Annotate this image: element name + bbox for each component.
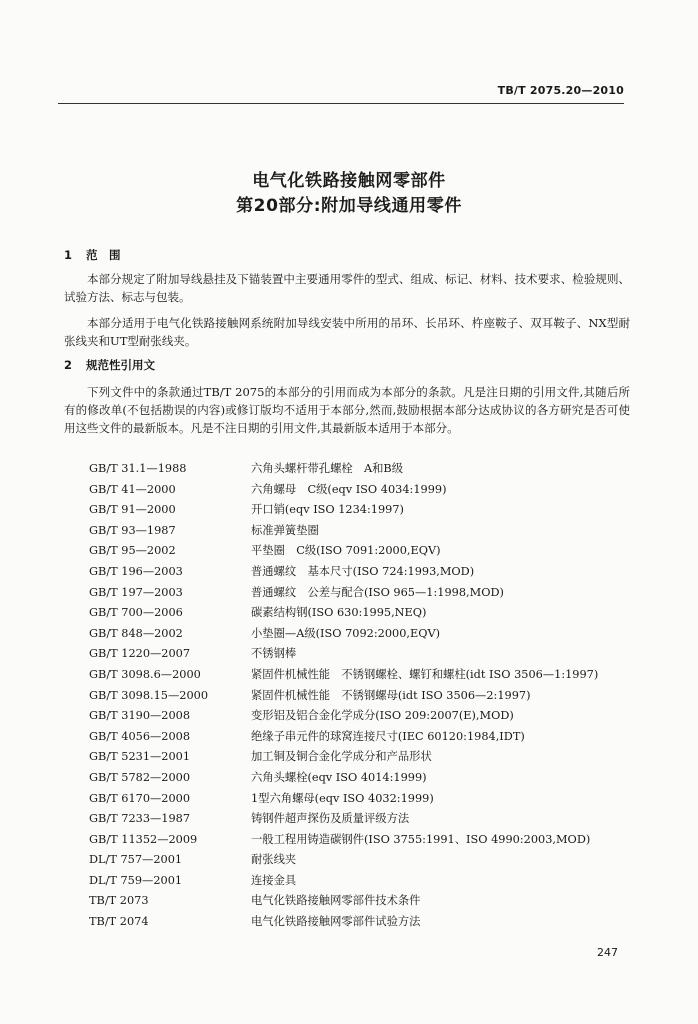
reference-item — [89, 727, 598, 748]
reference-item — [89, 706, 598, 727]
reference-code: GB/T 5231—2001 — [89, 750, 191, 764]
reference-item — [89, 789, 598, 810]
reference-title: 1型六角螺母(eqv ISO 4032:1999) — [251, 791, 434, 805]
reference-code: GB/T 1220—2007 — [89, 647, 191, 661]
reference-code: TB/T 2073 — [89, 894, 149, 908]
reference-title: 绝缘子串元件的球窝连接尺寸(IEC 60120:1984,IDT) — [251, 729, 525, 743]
reference-item — [89, 583, 598, 604]
reference-title: 加工铜及铜合金化学成分和产品形状 — [251, 750, 432, 764]
reference-code: GB/T 3190—2008 — [89, 709, 191, 723]
reference-title: 平垫圈 C级(ISO 7091:2000,EQV) — [251, 544, 441, 558]
reference-title: 六角螺母 C级(eqv ISO 4034:1999) — [251, 482, 447, 496]
reference-code: GB/T 41—2000 — [89, 482, 176, 496]
reference-item — [89, 830, 598, 851]
reference-title: 耐张线夹 — [251, 853, 297, 867]
reference-title: 连接金具 — [251, 873, 297, 887]
reference-code: DL/T 759—2001 — [89, 873, 183, 887]
reference-code: GB/T 848—2002 — [89, 626, 183, 640]
reference-title: 电气化铁路接触网零部件技术条件 — [251, 894, 421, 908]
reference-title: 碳素结构钢(ISO 630:1995,NEQ) — [251, 606, 427, 620]
reference-title: 普通螺纹 基本尺寸(ISO 724:1993,MOD) — [251, 564, 475, 578]
reference-code: TB/T 2074 — [89, 915, 149, 929]
section-1-number: 1 — [64, 248, 73, 262]
reference-code: GB/T 7233—1987 — [89, 812, 191, 826]
reference-code: GB/T 197—2003 — [89, 585, 183, 599]
reference-title: 标准弹簧垫圈 — [251, 523, 319, 537]
reference-title: 紧固件机械性能 不锈钢螺栓、螺钉和螺柱(idt ISO 3506—1:1997) — [251, 667, 599, 681]
reference-item — [89, 747, 598, 768]
reference-list — [89, 459, 598, 933]
reference-item — [89, 624, 598, 645]
reference-item — [89, 603, 598, 624]
document-subtitle: 第20部分:附加导线通用零件 — [236, 196, 462, 216]
reference-title: 小垫圈—A级(ISO 7092:2000,EQV) — [251, 626, 441, 640]
section-2-title: 规范性引用文 — [86, 358, 155, 372]
reference-code: GB/T 11352—2009 — [89, 832, 198, 846]
reference-title: 变形铝及铝合金化学成分(ISO 209:2007(E),MOD) — [251, 709, 514, 723]
reference-code: GB/T 31.1—1988 — [89, 462, 187, 475]
reference-title: 铸钢件超声探伤及质量评级方法 — [251, 812, 410, 826]
reference-code: GB/T 700—2006 — [89, 606, 183, 620]
reference-item — [89, 768, 598, 789]
reference-code: GB/T 6170—2000 — [89, 791, 191, 805]
scope-paragraph-1: 本部分规定了附加导线悬挂及下锚装置中主要通用零件的型式、组成、标记、材料、技术要求、检验规则、试验方法、标志与包装。 — [64, 272, 630, 304]
reference-item — [89, 562, 598, 583]
reference-code: GB/T 4056—2008 — [89, 729, 191, 743]
reference-title: 不锈钢棒 — [251, 647, 297, 661]
reference-item — [89, 644, 598, 665]
reference-title: 普通螺纹 公差与配合(ISO 965—1:1998,MOD) — [251, 585, 504, 599]
reference-code: GB/T 91—2000 — [89, 503, 176, 517]
header-rule — [58, 103, 624, 104]
reference-title: 紧固件机械性能 不锈钢螺母(idt ISO 3506—2:1997) — [251, 688, 531, 702]
reference-title: 开口销(eqv ISO 1234:1997) — [251, 503, 404, 517]
section-1-title: 范 围 — [86, 248, 121, 262]
document-title: 电气化铁路接触网零部件 — [252, 171, 446, 191]
reference-item — [89, 541, 598, 562]
reference-item — [89, 665, 598, 686]
reference-code: GB/T 95—2002 — [89, 544, 176, 558]
section-2-heading — [64, 357, 155, 373]
reference-item — [89, 871, 598, 892]
reference-code: GB/T 3098.15—2000 — [89, 688, 209, 702]
reference-title: 电气化铁路接触网零部件试验方法 — [251, 915, 421, 929]
reference-item — [89, 809, 598, 830]
reference-code: GB/T 196—2003 — [89, 564, 183, 578]
reference-item — [89, 891, 598, 912]
reference-item — [89, 686, 598, 707]
reference-title: 六角头螺杆带孔螺栓 A和B级 — [251, 462, 404, 475]
reference-item — [89, 912, 598, 933]
reference-item — [89, 850, 598, 871]
reference-code: GB/T 93—1987 — [89, 523, 176, 537]
reference-title: 一般工程用铸造碳钢件(ISO 3755:1991、ISO 4990:2003,MOD) — [251, 832, 591, 846]
reference-code: GB/T 3098.6—2000 — [89, 667, 201, 681]
reference-item — [89, 459, 598, 480]
normative-references-paragraph: 下列文件中的条款通过TB/T 2075的本部分的引用而成为本部分的条款。凡是注日期的引用文件,其随后所有的修改单(不包括勘误的内容)或修订版均不适用于本部分,然而,鼓励根据本部分达成协议的各方研究是否可使用这些文件的最新版本。凡是不注日期的引用文件,其最新版本适用于本部分。 — [64, 385, 630, 435]
reference-item — [89, 500, 598, 521]
reference-item — [89, 521, 598, 542]
page-number: 247 — [597, 946, 618, 959]
section-2-number: 2 — [64, 358, 73, 372]
section-1-heading — [64, 247, 121, 263]
reference-code: DL/T 757—2001 — [89, 853, 183, 867]
reference-code: GB/T 5782—2000 — [89, 770, 191, 784]
scope-paragraph-2: 本部分适用于电气化铁路接触网系统附加导线安装中所用的吊环、长吊环、杵座鞍子、双耳鞍子、NX型耐张线夹和UT型耐张线夹。 — [64, 316, 630, 348]
reference-item — [89, 480, 598, 501]
standard-number: TB/T 2075.20—2010 — [497, 84, 624, 97]
reference-title: 六角头螺栓(eqv ISO 4014:1999) — [251, 770, 427, 784]
